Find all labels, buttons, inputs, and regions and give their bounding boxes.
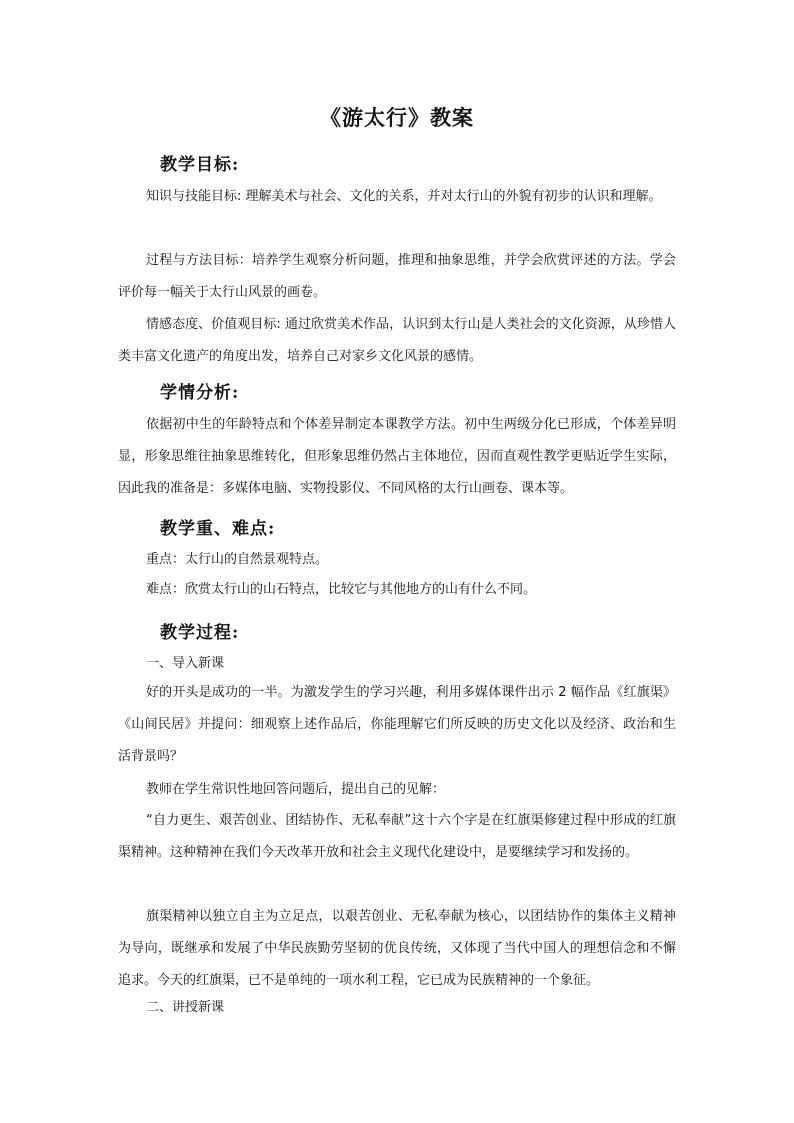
process-teacher-line: 教师在学生常识性地回答问题后，提出自己的见解： [146, 782, 446, 797]
document-title: 《游太行》教案 [320, 105, 474, 130]
heading-process: 教学过程: [160, 623, 240, 643]
objectives-knowledge-paragraph: 知识与技能目标: 理解美术与社会、文化的关系，并对太行山的外貌有初步的认识和理解。 [146, 189, 662, 204]
difficulty-line: 难点：欣赏太行山的山石特点，比较它与其他地方的山有什么不同。 [146, 582, 537, 597]
keypoint-line: 重点：太行山的自然景观特点。 [146, 552, 329, 567]
process-step-1: 一、导入新课 [146, 656, 225, 671]
process-intro-paragraph: 好的开头是成功的一半。为激发学生的学习兴趣，利用多媒体课件出示 2 幅作品《红旗渠》《山间民居》并提问：细观察上述作品后，你能理解它们所反映的历史文化以及经济、政治和生活背景吗？ [118, 685, 676, 764]
objectives-process-paragraph: 过程与方法目标：培养学生观察分析问题，推理和抽象思维，并学会欣赏评述的方法。学会评价每一幅关于太行山风景的画卷。 [118, 253, 676, 300]
analysis-paragraph: 依据初中生的年龄特点和个体差异制定本课教学方法。初中生两级分化已形成，个体差异明显，形象思维往抽象思维转化，但形象思维仍然占主体地位，因而直观性教学更贴近学生实际，因此我的准备是：多媒体电脑、实物投影仪、不同风格的太行山画卷、课本等。 [118, 417, 676, 496]
heading-objectives: 教学目标: [160, 155, 240, 175]
heading-analysis: 学情分析: [160, 383, 240, 403]
process-spirit-paragraph: “自力更生、艰苦创业、团结协作、无私奉献”这十六个字是在红旗渠修建过程中形成的红旗渠精神。这种精神在我们今天改革开放和社会主义现代化建设中，是要继续学习和发扬的。 [118, 813, 676, 860]
objectives-emotion-paragraph: 情感态度、价值观目标: 通过欣赏美术作品，认识到太行山是人类社会的文化资源，从珍惜人类丰富文化遗产的角度出发，培养自己对家乡文化风景的感情。 [118, 317, 676, 364]
process-step-2: 二、讲授新课 [146, 1000, 225, 1015]
heading-keypoints: 教学重、难点: [160, 519, 276, 539]
process-canal-paragraph: 旗渠精神以独立自主为立足点，以艰苦创业、无私奉献为核心，以团结协作的集体主义精神为导向，既继承和发展了中华民族勤劳坚韧的优良传统，又体现了当代中国人的理想信念和不懈追求。今天的红旗渠，已不是单纯的一项水利工程，它已成为民族精神的一个象征。 [118, 909, 676, 988]
